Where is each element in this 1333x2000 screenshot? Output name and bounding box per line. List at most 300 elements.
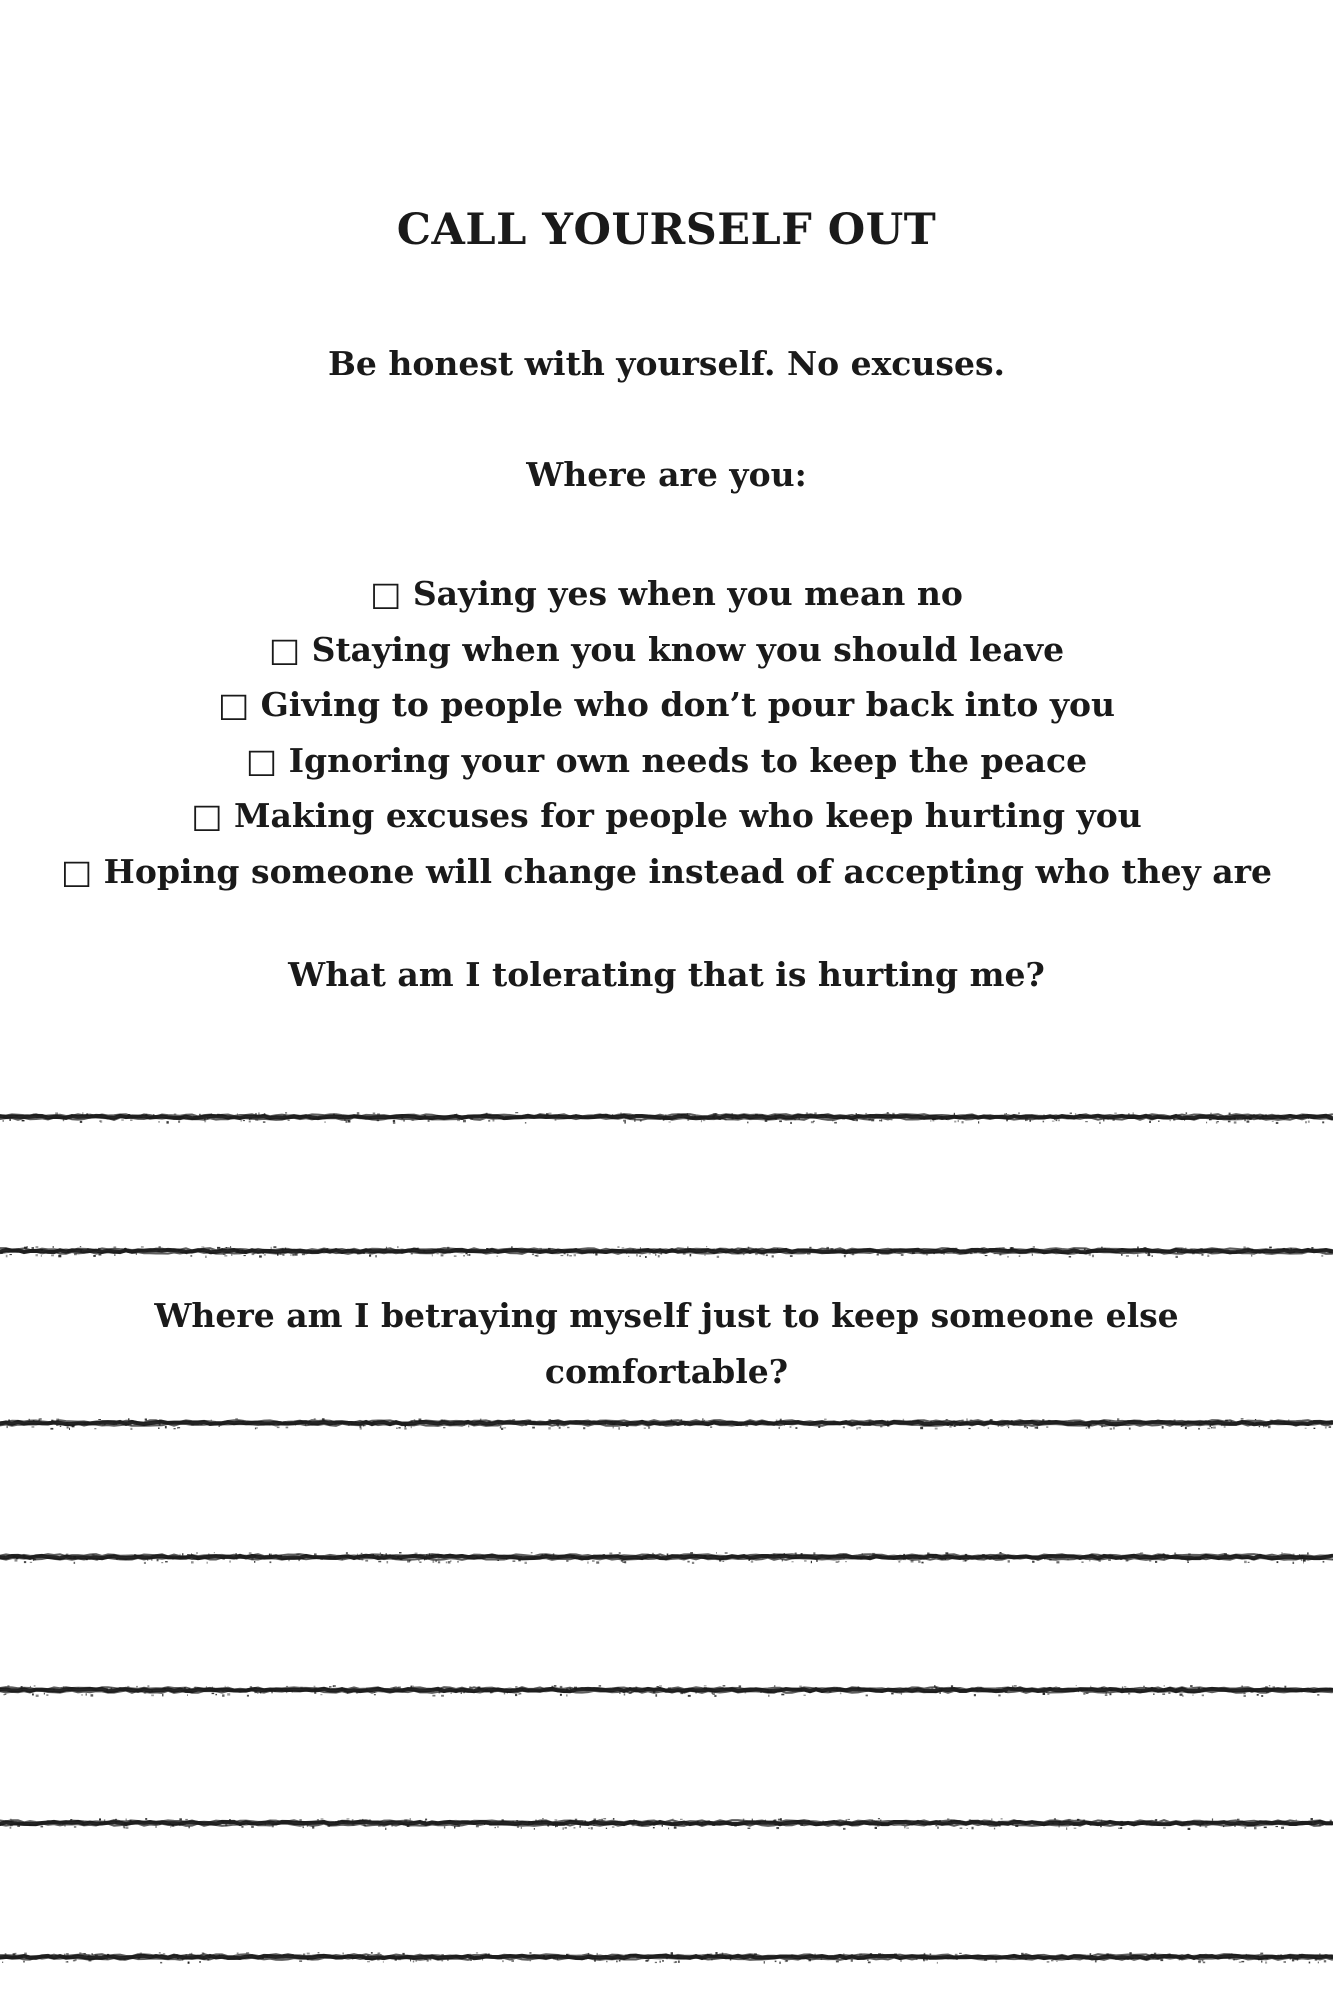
answer-line-speck bbox=[478, 1687, 481, 1690]
answer-line-speck bbox=[580, 1826, 581, 1828]
answer-line-speck bbox=[86, 1113, 88, 1115]
answer-line-speck bbox=[663, 1119, 665, 1121]
answer-line-speck bbox=[312, 1826, 314, 1828]
checklist-item-label: Hoping someone will change instead of accepting who they are bbox=[103, 851, 1273, 891]
answer-line-speck bbox=[236, 1251, 238, 1253]
answer-line-speck bbox=[235, 1418, 238, 1420]
answer-line-speck bbox=[1086, 1250, 1089, 1252]
answer-line-speck bbox=[247, 1695, 249, 1697]
answer-line-speck bbox=[1126, 1255, 1129, 1257]
answer-line-speck bbox=[205, 1256, 206, 1258]
answer-line-speck bbox=[630, 1114, 631, 1116]
answer-line-speck bbox=[114, 1254, 116, 1256]
checklist-item-label: Making excuses for people who keep hurting you bbox=[233, 796, 1142, 835]
answer-line-speck bbox=[516, 1820, 518, 1821]
answer-line-speck bbox=[151, 1695, 154, 1697]
answer-line-speck bbox=[457, 1119, 460, 1121]
answer-line-speck bbox=[1261, 1695, 1263, 1697]
answer-line-speck bbox=[684, 1424, 685, 1426]
answer-line-speck bbox=[381, 1554, 383, 1555]
answer-line-speck bbox=[1277, 1555, 1279, 1556]
answer-line-speck bbox=[955, 1117, 957, 1119]
answer-line-speck bbox=[767, 1422, 769, 1424]
answer-line-speck bbox=[1044, 1558, 1045, 1560]
answer-line-speck bbox=[1120, 1559, 1122, 1560]
answer-line-speck bbox=[1188, 1553, 1191, 1555]
answer-line-speck bbox=[1257, 1955, 1260, 1957]
answer-line-speck bbox=[925, 1959, 928, 1961]
answer-line-speck bbox=[1046, 1426, 1048, 1428]
answer-line-stroke bbox=[0, 1416, 1333, 1430]
answer-line-speck bbox=[217, 1114, 220, 1116]
answer-line-speck bbox=[447, 1959, 449, 1961]
checkbox-icon[interactable]: □ bbox=[217, 685, 250, 724]
answer-line-speck bbox=[318, 1117, 319, 1118]
answer-line-speck bbox=[685, 1114, 687, 1115]
answer-line-speck bbox=[982, 1956, 984, 1958]
answer-line-speck bbox=[645, 1256, 647, 1258]
answer-line-speck bbox=[357, 1253, 360, 1254]
answer-line-speck bbox=[900, 1960, 902, 1962]
answer-line-speck bbox=[1128, 1422, 1129, 1423]
answer-line-speck bbox=[712, 1692, 713, 1694]
answer-line-speck bbox=[342, 1253, 343, 1254]
answer-line-speck bbox=[518, 1116, 520, 1117]
answer-line-speck bbox=[981, 1423, 983, 1425]
answer-line-speck bbox=[911, 1560, 914, 1562]
answer-line-speck bbox=[159, 1419, 162, 1421]
answer-line-speck bbox=[352, 1823, 355, 1825]
answer-line-speck bbox=[603, 1818, 606, 1819]
answer-line-speck bbox=[1162, 1426, 1164, 1429]
answer-line[interactable] bbox=[0, 1550, 1333, 1564]
answer-line-speck bbox=[640, 1957, 641, 1959]
answer-line-speck bbox=[714, 1113, 716, 1115]
answer-line-speck bbox=[411, 1426, 412, 1428]
answer-line-speck bbox=[407, 1825, 410, 1827]
answer-line-speck bbox=[32, 1247, 35, 1249]
answer-line-speck bbox=[901, 1254, 904, 1256]
answer-line-speck bbox=[1288, 1420, 1289, 1421]
answer-line-speck bbox=[91, 1953, 93, 1954]
answer-line-speck bbox=[843, 1554, 845, 1555]
answer-line-speck bbox=[843, 1558, 845, 1560]
answer-line-speck bbox=[130, 1119, 132, 1121]
answer-line-speck bbox=[774, 1114, 776, 1115]
answer-line-speck bbox=[453, 1423, 455, 1425]
answer-line-speck bbox=[82, 1112, 83, 1114]
answer-line-speck bbox=[1315, 1689, 1317, 1691]
answer-line-speck bbox=[610, 1421, 612, 1423]
answer-line-speck bbox=[784, 1553, 785, 1554]
answer-line-speck bbox=[329, 1421, 332, 1422]
answer-line-speck bbox=[626, 1426, 629, 1427]
answer-line-speck bbox=[673, 1250, 675, 1252]
answer-line-speck bbox=[490, 1692, 493, 1694]
answer-line-speck bbox=[286, 1427, 289, 1429]
answer-line-speck bbox=[151, 1558, 152, 1561]
answer-line-speck bbox=[640, 1120, 642, 1122]
answer-line-speck bbox=[367, 1961, 370, 1962]
answer-line-speck bbox=[795, 1427, 797, 1429]
answer-line-speck bbox=[36, 1246, 39, 1248]
answer-line-speck bbox=[99, 1120, 100, 1122]
answer-line-speck bbox=[933, 1253, 934, 1254]
answer-line-speck bbox=[1035, 1427, 1037, 1429]
answer-line-speck bbox=[704, 1685, 707, 1686]
answer-line-speck bbox=[357, 1112, 360, 1114]
answer-line-speck bbox=[589, 1424, 591, 1425]
answer-line-speck bbox=[219, 1424, 222, 1426]
answer-line-speck bbox=[941, 1824, 943, 1825]
answer-line-speck bbox=[355, 1421, 357, 1423]
checkbox-icon[interactable]: □ bbox=[370, 574, 402, 613]
answer-line-speck bbox=[138, 1957, 140, 1959]
answer-line-speck bbox=[688, 1250, 690, 1252]
answer-line-speck bbox=[1023, 1691, 1024, 1692]
answer-line-speck bbox=[438, 1557, 440, 1558]
answer-line-speck bbox=[457, 1561, 458, 1563]
answer-line-speck bbox=[1154, 1824, 1155, 1826]
answer-line-speck bbox=[1284, 1690, 1286, 1691]
answer-line-speck bbox=[847, 1819, 850, 1820]
answer-line-speck bbox=[878, 1818, 880, 1819]
answer-line-speck bbox=[510, 1823, 511, 1824]
answer-line-speck bbox=[10, 1819, 12, 1821]
checklist-item[interactable] bbox=[0, 566, 1333, 622]
answer-line-speck bbox=[517, 1826, 519, 1828]
answer-line-speck bbox=[655, 1962, 657, 1963]
answer-line-speck bbox=[457, 1825, 460, 1826]
answer-line-speck bbox=[151, 1690, 153, 1691]
answer-line-speck bbox=[923, 1690, 925, 1692]
answer-line-speck bbox=[122, 1821, 123, 1822]
answer-line-speck bbox=[593, 1823, 595, 1825]
answer-line-speck bbox=[1277, 1561, 1279, 1563]
answer-line-speck bbox=[945, 1559, 946, 1560]
answer-line-speck bbox=[189, 1953, 191, 1955]
answer-line-speck bbox=[1262, 1250, 1263, 1251]
answer-line-speck bbox=[749, 1559, 750, 1561]
answer-line-speck bbox=[1137, 1247, 1139, 1249]
answer-line-speck bbox=[809, 1253, 811, 1255]
answer-line-speck bbox=[1237, 1119, 1238, 1120]
answer-line-speck bbox=[1073, 1690, 1075, 1692]
answer-line-speck bbox=[1013, 1955, 1015, 1957]
answer-line-speck bbox=[427, 1960, 429, 1962]
answer-line-speck bbox=[488, 1120, 490, 1121]
answer-line-speck bbox=[52, 1691, 54, 1692]
answer-line-speck bbox=[1277, 1955, 1279, 1956]
answer-line-speck bbox=[1017, 1821, 1019, 1822]
answer-line-speck bbox=[397, 1689, 399, 1691]
answer-line-speck bbox=[102, 1424, 105, 1425]
checkbox-icon[interactable]: □ bbox=[60, 851, 93, 891]
answer-line-speck bbox=[525, 1122, 526, 1124]
answer-line[interactable] bbox=[0, 1816, 1333, 1830]
answer-line-speck bbox=[878, 1953, 881, 1955]
answer-line-speck bbox=[1164, 1557, 1166, 1560]
answer-line-speck bbox=[186, 1954, 187, 1956]
answer-line-speck bbox=[350, 1955, 353, 1957]
answer-line-speck bbox=[1296, 1819, 1297, 1821]
answer-line-speck bbox=[1205, 1826, 1208, 1828]
answer-line-speck bbox=[980, 1687, 983, 1688]
answer-line-speck bbox=[1168, 1250, 1169, 1252]
answer-line-speck bbox=[244, 1255, 246, 1256]
answer-line-speck bbox=[378, 1953, 381, 1954]
answer-line-speck bbox=[1074, 1828, 1077, 1829]
answer-line-speck bbox=[299, 1559, 300, 1561]
answer-line-speck bbox=[542, 1554, 543, 1556]
answer-line-speck bbox=[953, 1252, 956, 1253]
answer-line-speck bbox=[115, 1819, 117, 1820]
answer-line-speck bbox=[255, 1113, 257, 1115]
answer-line-speck bbox=[1263, 1252, 1265, 1253]
answer-line-speck bbox=[240, 1120, 242, 1121]
answer-line-speck bbox=[360, 1426, 362, 1428]
answer-line-speck bbox=[357, 1554, 358, 1555]
answer-line-speck bbox=[249, 1121, 251, 1123]
answer-line-speck bbox=[552, 1686, 554, 1687]
answer-line-speck bbox=[1291, 1115, 1293, 1116]
answer-line-speck bbox=[369, 1255, 371, 1257]
answer-line-speck bbox=[313, 1558, 316, 1560]
answer-line-speck bbox=[596, 1822, 598, 1824]
answer-line-speck bbox=[1202, 1960, 1204, 1962]
answer-line[interactable] bbox=[0, 1244, 1333, 1258]
checklist-item[interactable] bbox=[0, 733, 1333, 789]
answer-line-speck bbox=[196, 1117, 199, 1118]
answer-line-speck bbox=[1185, 1248, 1186, 1249]
answer-line-speck bbox=[810, 1113, 813, 1115]
answer-line-speck bbox=[671, 1952, 673, 1954]
answer-line-speck bbox=[800, 1689, 802, 1691]
answer-line-speck bbox=[999, 1254, 1001, 1256]
answer-line-speck bbox=[1145, 1422, 1147, 1424]
answer-line-speck bbox=[361, 1559, 363, 1561]
answer-line-speck bbox=[476, 1557, 478, 1559]
answer-line-speck bbox=[1280, 1954, 1283, 1956]
answer-line-speck bbox=[596, 1561, 599, 1563]
answer-line-speck bbox=[525, 1424, 527, 1425]
answer-line-speck bbox=[130, 1424, 131, 1427]
answer-line-speck bbox=[314, 1418, 316, 1420]
answer-line-speck bbox=[1121, 1254, 1123, 1256]
answer-line-speck bbox=[849, 1423, 851, 1425]
answer-line-speck bbox=[969, 1428, 971, 1429]
answer-line-speck bbox=[447, 1247, 449, 1249]
answer-line-speck bbox=[668, 1687, 671, 1688]
checklist-item[interactable] bbox=[0, 788, 1333, 844]
answer-line-speck bbox=[1122, 1687, 1123, 1689]
answer-line-speck bbox=[1066, 1827, 1067, 1830]
answer-line-speck bbox=[687, 1561, 689, 1563]
answer-line-speck bbox=[621, 1560, 623, 1562]
answer-line-speck bbox=[669, 1122, 671, 1123]
answer-line-speck bbox=[225, 1824, 227, 1826]
answer-line-speck bbox=[221, 1821, 224, 1823]
answer-line-speck bbox=[164, 1688, 166, 1690]
answer-line-speck bbox=[468, 1425, 469, 1427]
answer-line-speck bbox=[50, 1428, 53, 1430]
answer-line-speck bbox=[247, 1821, 248, 1823]
answer-line-speck bbox=[645, 1556, 648, 1558]
answer-line-speck bbox=[10, 1254, 12, 1255]
answer-line-speck bbox=[1247, 1121, 1250, 1123]
answer-line-speck bbox=[80, 1250, 82, 1252]
answer-line-speck bbox=[26, 1956, 27, 1958]
answer-line-speck bbox=[1251, 1559, 1253, 1560]
answer-line-speck bbox=[193, 1117, 196, 1118]
answer-line-speck bbox=[206, 1252, 208, 1254]
answer-line-speck bbox=[352, 1819, 354, 1821]
answer-line-speck bbox=[233, 1955, 235, 1957]
answer-line-speck bbox=[144, 1562, 146, 1564]
answer-line-speck bbox=[443, 1427, 445, 1428]
answer-line-speck bbox=[450, 1561, 451, 1562]
answer-line-speck bbox=[377, 1120, 379, 1122]
checklist-item[interactable] bbox=[0, 622, 1333, 678]
answer-line-speck bbox=[937, 1962, 938, 1964]
answer-line-speck bbox=[677, 1957, 679, 1959]
answer-line-speck bbox=[313, 1118, 316, 1120]
answer-line-speck bbox=[619, 1427, 620, 1430]
answer-line-speck bbox=[1207, 1255, 1209, 1257]
answer-line-speck bbox=[836, 1687, 838, 1689]
checklist-item[interactable] bbox=[0, 844, 1333, 900]
answer-line-speck bbox=[715, 1954, 718, 1956]
answer-line-speck bbox=[992, 1690, 994, 1692]
answer-line-speck bbox=[1043, 1121, 1045, 1123]
answer-line-speck bbox=[1187, 1560, 1189, 1562]
answer-line-speck bbox=[115, 1821, 117, 1824]
prompt-betraying bbox=[0, 1288, 1333, 1400]
answer-line-speck bbox=[869, 1690, 871, 1692]
answer-line[interactable] bbox=[0, 1683, 1333, 1697]
answer-line-speck bbox=[619, 1960, 621, 1962]
answer-line-speck bbox=[125, 1248, 126, 1250]
answer-line-speck bbox=[33, 1559, 34, 1561]
answer-line-speck bbox=[935, 1825, 937, 1826]
answer-line[interactable] bbox=[0, 1110, 1333, 1124]
answer-line-speck bbox=[1120, 1821, 1123, 1823]
answer-line-speck bbox=[662, 1825, 663, 1827]
answer-line-speck bbox=[620, 1958, 622, 1960]
answer-line-speck bbox=[1010, 1249, 1012, 1250]
answer-line-speck bbox=[1225, 1420, 1228, 1421]
checkbox-icon[interactable]: □ bbox=[245, 740, 278, 780]
answer-line-speck bbox=[1241, 1961, 1244, 1962]
answer-line-speck bbox=[99, 1423, 102, 1425]
answer-line-speck bbox=[648, 1427, 650, 1429]
checklist-item[interactable] bbox=[0, 677, 1333, 733]
answer-line-speck bbox=[1013, 1687, 1015, 1688]
answer-line-speck bbox=[741, 1248, 743, 1249]
answer-line-speck bbox=[704, 1251, 707, 1253]
checkbox-icon[interactable]: □ bbox=[268, 629, 301, 669]
answer-line-speck bbox=[1104, 1248, 1106, 1250]
answer-line-speck bbox=[152, 1956, 155, 1958]
answer-line-speck bbox=[974, 1694, 976, 1696]
answer-line-speck bbox=[844, 1255, 846, 1257]
answer-line-speck bbox=[813, 1552, 815, 1555]
answer-line-speck bbox=[930, 1425, 932, 1426]
answer-line-speck bbox=[1056, 1961, 1057, 1962]
answer-line-speck bbox=[1244, 1119, 1246, 1121]
answer-line-speck bbox=[829, 1557, 831, 1558]
answer-line-speck bbox=[954, 1113, 955, 1115]
answer-line-speck bbox=[583, 1427, 585, 1429]
answer-line-speck bbox=[994, 1828, 995, 1830]
answer-line-speck bbox=[23, 1961, 25, 1963]
answer-line-speck bbox=[709, 1953, 712, 1955]
answer-line-speck bbox=[1308, 1117, 1309, 1119]
answer-line-speck bbox=[179, 1116, 181, 1117]
answer-line-speck bbox=[270, 1561, 272, 1563]
answer-line-speck bbox=[79, 1952, 81, 1954]
answer-line-speck bbox=[617, 1246, 619, 1248]
answer-line-speck bbox=[512, 1419, 515, 1420]
answer-line-speck bbox=[1181, 1249, 1182, 1251]
answer-line-speck bbox=[67, 1251, 69, 1252]
answer-line-speck bbox=[593, 1825, 595, 1826]
answer-line-speck bbox=[363, 1252, 365, 1254]
answer-line-speck bbox=[439, 1691, 441, 1693]
answer-line-speck bbox=[1242, 1557, 1243, 1559]
answer-line-speck bbox=[889, 1251, 890, 1252]
checkbox-icon[interactable]: □ bbox=[191, 796, 223, 835]
answer-line-speck bbox=[1279, 1117, 1282, 1118]
answer-line-speck bbox=[739, 1685, 742, 1687]
answer-line-speck bbox=[896, 1556, 898, 1557]
answer-line-speck bbox=[785, 1422, 786, 1424]
answer-line-speck bbox=[986, 1555, 987, 1557]
answer-line-speck bbox=[492, 1691, 493, 1693]
answer-line[interactable] bbox=[0, 1950, 1333, 1964]
answer-line-speck bbox=[605, 1422, 606, 1424]
answer-line[interactable] bbox=[0, 1416, 1333, 1430]
answer-line-speck bbox=[295, 1253, 298, 1255]
answer-line-speck bbox=[862, 1553, 863, 1554]
answer-line-speck bbox=[1187, 1558, 1190, 1559]
answer-line-speck bbox=[280, 1253, 282, 1255]
answer-line-speck bbox=[486, 1248, 488, 1249]
answer-line-speck bbox=[1176, 1688, 1177, 1691]
answer-line-speck bbox=[4, 1556, 6, 1558]
answer-line-speck bbox=[1054, 1818, 1056, 1820]
answer-line-speck bbox=[24, 1561, 26, 1563]
answer-line-speck bbox=[999, 1825, 1001, 1827]
answer-line-speck bbox=[1187, 1562, 1188, 1564]
answer-line-speck bbox=[843, 1953, 844, 1955]
answer-line-speck bbox=[804, 1695, 806, 1696]
answer-line-speck bbox=[1310, 1822, 1312, 1824]
answer-line-speck bbox=[877, 1254, 879, 1256]
answer-line-speck bbox=[252, 1253, 255, 1255]
answer-line-speck bbox=[506, 1558, 507, 1560]
answer-line-speck bbox=[1011, 1420, 1013, 1422]
answer-line-speck bbox=[66, 1554, 69, 1556]
answer-line-speck bbox=[935, 1428, 938, 1430]
answer-line-speck bbox=[159, 1246, 161, 1248]
answer-line-speck bbox=[1198, 1961, 1201, 1964]
answer-line-speck bbox=[64, 1954, 66, 1956]
answer-line-speck bbox=[106, 1958, 108, 1960]
answer-line-speck bbox=[579, 1557, 581, 1559]
answer-line-speck bbox=[88, 1954, 91, 1956]
answer-line-speck bbox=[1319, 1824, 1321, 1826]
